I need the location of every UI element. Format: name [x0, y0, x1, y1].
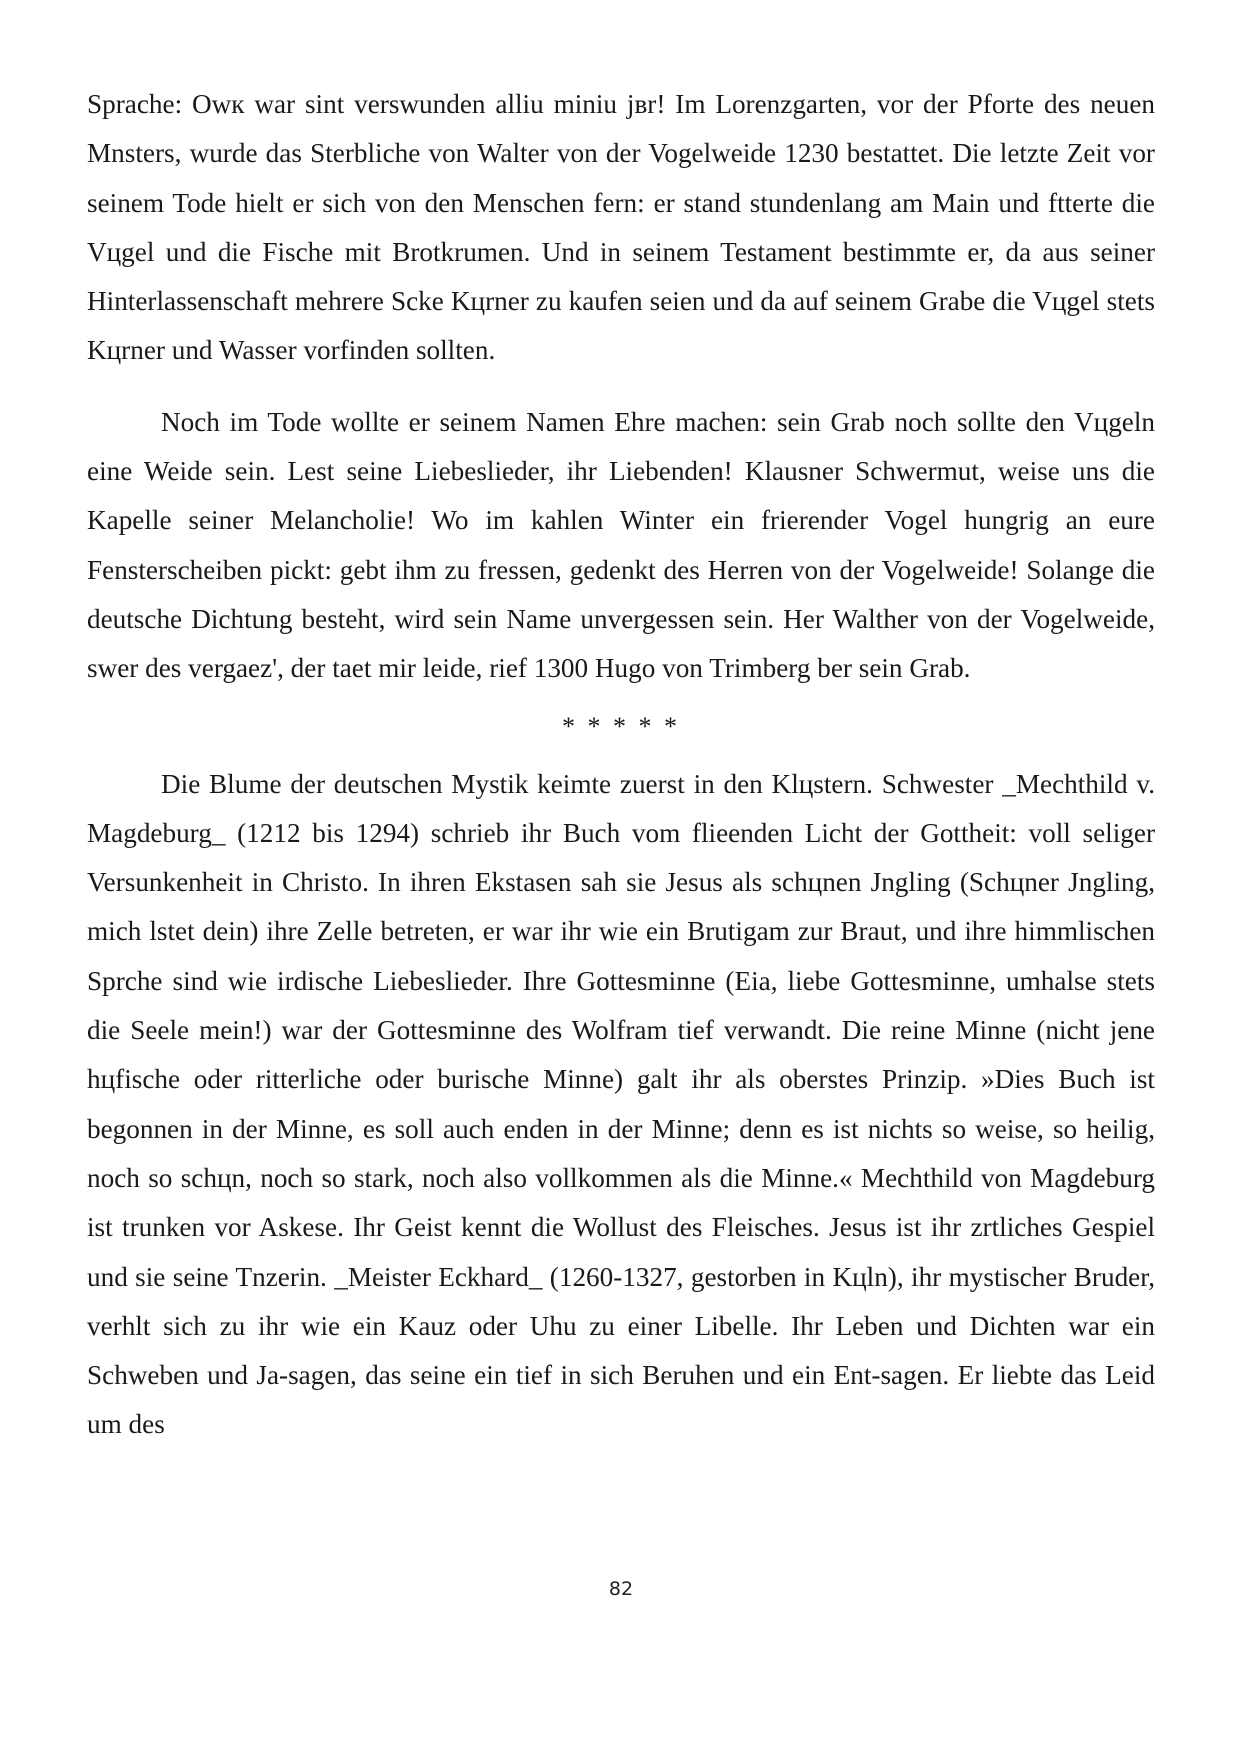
paragraph-mysticism: Die Blume der deutschen Mystik keimte zuerst in den Klцstern. Schwester _Mechthild v. Magdeburg_ (1212 bis 1294) schrieb ihr Buch vom flieenden Licht der Gottheit: voll seliger Versunkenheit in Christo. In ihren Ekstasen sah sie Jesus als schцnen Jngling (Schцner Jngling, mich lstet dein) ihre Zelle betreten, er war ihr wie ein Brutigam zur Braut, und ihre himmlischen Sprche sind wie irdische Liebeslieder. Ihre Gottesminne (Eia, liebe Gottesminne, umhalse stets die Seele mein!) war der Gottesminne des Wolfram tief verwandt. Die reine Minne (nicht jene hцfische oder ritterliche oder burische Minne) galt ihr als oberstes Prinzip. »Dies Buch ist begonnen in der Minne, es soll auch enden in der Minne; denn es ist nichts so weise, so heilig, noch so schцn, noch so stark, noch also vollkommen als die Minne.« Mechthild von Magdeburg ist trunken vor Askese. Ihr Geist kennt die Wollust des Fleisches. Jesus ist ihr zrtliches Gespiel und sie seine Tnzerin. _Meister Eckhard_ (1260-1327, gestorben in Kцln), ihr mystischer Bruder, verhlt sich zu ihr wie ein Kauz oder Uhu zu einer Libelle. Ihr Leben und Dichten war ein Schweben und Ja-sagen, das seine ein tief in sich Beruhen und ein Ent-sagen. Er liebte das Leid um des — [87, 768, 1155, 1440]
text-body — [87, 80, 1155, 1450]
paragraph-walther-legacy: Noch im Tode wollte er seinem Namen Ehre machen: sein Grab noch sollte den Vцgeln eine Weide sein. Lest seine Liebeslieder, ihr Liebenden! Klausner Schwermut, weise uns die Kapelle seiner Melancholie! Wo im kahlen Winter ein frierender Vogel hungrig an eure Fensterscheiben pickt: gebt ihm zu fressen, gedenkt des Herren von der Vogelweide! Solange die deutsche Dichtung besteht, wird sein Name unvergessen sein. Her Walther von der Vogelweide, swer des vergaez', der taet mir leide, rief 1300 Hugo von Trimberg ber sein Grab. — [87, 406, 1155, 684]
paragraph-walther-burial: Sprache: Owк war sint verswunden alliu miniu jвr! Im Lorenzgarten, vor der Pforte des neuen Mnsters, wurde das Sterbliche von Walter von der Vogelweide 1230 bestattet. Die letzte Zeit vor seinem Tode hielt er sich von den Menschen fern: er stand stundenlang am Main und ftterte die Vцgel und die Fische mit Brotkrumen. Und in seinem Testament bestimmte er, da aus seiner Hinterlassenschaft mehrere Scke Kцrner zu kaufen seien und da auf seinem Grabe die Vцgel stets Kцrner und Wasser vorfinden sollten. — [87, 89, 1155, 366]
page-number: 82 — [608, 1578, 634, 1600]
section-separator: * * * * * — [562, 711, 680, 741]
